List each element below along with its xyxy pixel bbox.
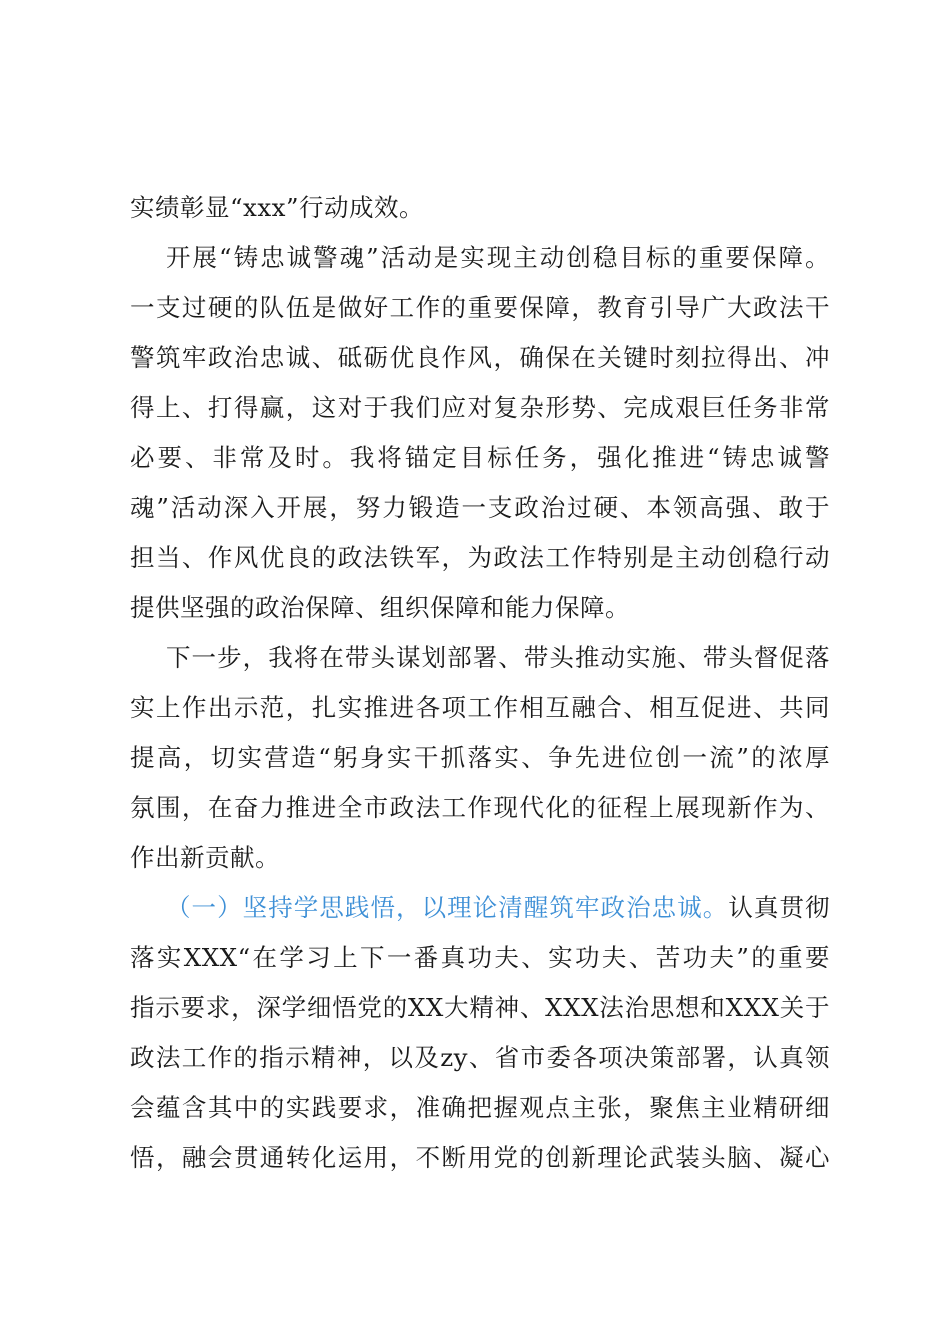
text-line: 一支过硬的队伍是做好工作的重要保障，教育引导广大政法干 bbox=[130, 293, 830, 322]
section-heading-continuation: 认真贯彻 bbox=[728, 893, 831, 922]
text-line: 提供坚强的政治保障、组织保障和能力保障。 bbox=[130, 593, 630, 622]
paragraph-first-line: 下一步，我将在带头谋划部署、带头推动实施、带头督促落 bbox=[166, 643, 830, 672]
text-line: 实上作出示范，扎实推进各项工作相互融合、相互促进、共同 bbox=[130, 693, 830, 722]
text-line: 会蕴含其中的实践要求，准确把握观点主张，聚焦主业精研细 bbox=[130, 1093, 830, 1122]
document-body bbox=[130, 183, 830, 1183]
text-line: 作出新贡献。 bbox=[130, 843, 280, 872]
text-line: 提高，切实营造“躬身实干抓落实、争先进位创一流”的浓厚 bbox=[130, 743, 830, 772]
text-line: 担当、作风优良的政法铁军，为政法工作特别是主动创稳行动 bbox=[130, 543, 830, 572]
text-line: 警筑牢政治忠诚、砥砺优良作风，确保在关键时刻拉得出、冲 bbox=[130, 343, 830, 372]
text-line: 魂”活动深入开展，努力锻造一支政治过硬、本领高强、敢于 bbox=[130, 493, 830, 522]
section-heading-line bbox=[130, 883, 830, 933]
text-line: 悟，融会贯通转化运用，不断用党的创新理论武装头脑、凝心 bbox=[130, 1143, 830, 1172]
paragraph-first-line: 开展“铸忠诚警魂”活动是实现主动创稳目标的重要保障。 bbox=[166, 243, 830, 272]
text-line: 实绩彰显“xxx”行动成效。 bbox=[130, 193, 425, 222]
text-line: 指示要求，深学细悟党的XX大精神、XXX法治思想和XXX关于 bbox=[130, 993, 830, 1022]
text-line: 政法工作的指示精神，以及zy、省市委各项决策部署，认真领 bbox=[130, 1043, 830, 1072]
text-line: 落实XXX“在学习上下一番真功夫、实功夫、苦功夫”的重要 bbox=[130, 943, 830, 972]
section-heading: （一）坚持学思践悟，以理论清醒筑牢政治忠诚。 bbox=[166, 893, 729, 922]
text-line: 必要、非常及时。我将锚定目标任务，强化推进“铸忠诚警 bbox=[130, 443, 830, 472]
text-line: 氛围，在奋力推进全市政法工作现代化的征程上展现新作为、 bbox=[130, 793, 830, 822]
text-line: 得上、打得赢，这对于我们应对复杂形势、完成艰巨任务非常 bbox=[130, 393, 830, 422]
